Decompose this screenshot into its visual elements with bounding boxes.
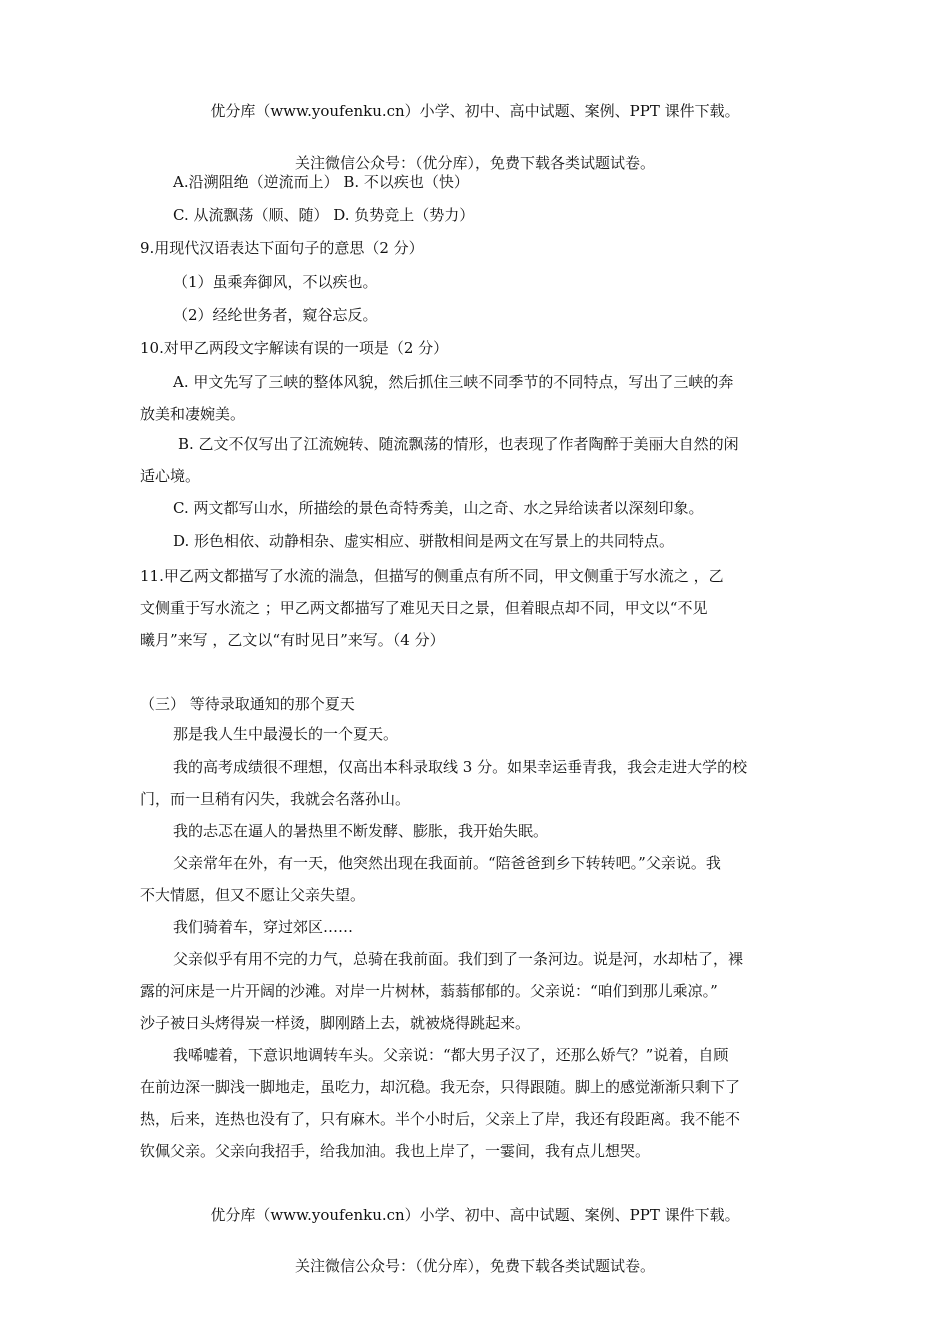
section-3-para-5: 我们骑着车，穿过郊区…… [173, 918, 354, 936]
q9-item-1: （1）虽乘奔御风，不以疾也。 [173, 273, 378, 291]
q9-item-2: （2）经纶世务者，窥谷忘反。 [173, 306, 378, 324]
section-3-para-7-line-1: 我唏嘘着，下意识地调转车头。父亲说：“都大男子汉了，还那么娇气？”说着，自顾 [173, 1046, 729, 1064]
q11-line-2: 文侧重于写水流之 ；甲乙两文都描写了难见天日之景，但着眼点却不同，甲文以“不见 [140, 599, 708, 617]
q10-stem: 10.对甲乙两段文字解读有误的一项是（2 分） [140, 339, 449, 357]
section-3-para-3: 我的忐忑在逼人的暑热里不断发酵、膨胀，我开始失眠。 [173, 822, 549, 840]
section-3-para-2-line-2: 门，而一旦稍有闪失，我就会名落孙山。 [140, 790, 411, 808]
section-3-title: （三） 等待录取通知的那个夏天 [140, 695, 355, 713]
section-3-para-6-line-1: 父亲似乎有用不完的力气，总骑在我前面。我们到了一条河边。说是河，水却枯了，裸 [173, 950, 744, 968]
section-3-para-4-line-1: 父亲常年在外，有一天，他突然出现在我面前。“陪爸爸到乡下转转吧。”父亲说。我 [173, 854, 721, 872]
q11-line-3: 曦月”来写 ，乙文以“有时见日”来写。（4 分） [140, 631, 445, 649]
section-3-para-6-line-3: 沙子被日头烤得炭一样烫，脚刚踏上去，就被烧得跳起来。 [140, 1014, 531, 1032]
section-3-para-7-line-2: 在前边深一脚浅一脚地走，虽吃力，却沉稳。我无奈，只得跟随。脚上的感觉渐渐只剩下了 [140, 1078, 741, 1096]
q10-option-b-line-2: 适心境。 [140, 467, 201, 485]
q10-option-a-line-2: 放美和凄婉美。 [140, 405, 246, 423]
q10-option-a-line-1: A. 甲文先写了三峡的整体风貌，然后抓住三峡不同季节的不同特点，写出了三峡的奔 [173, 373, 734, 391]
q9-stem: 9.用现代汉语表达下面句子的意思（2 分） [140, 239, 424, 257]
q11-line-1: 11.甲乙两文都描写了水流的湍急，但描写的侧重点有所不同，甲文侧重于写水流之 ，乙 [140, 567, 724, 585]
header-line-1: 优分库（www.youfenku.cn）小学、初中、高中试题、案例、PPT 课件下载。 [210, 102, 740, 120]
section-3-para-4-line-2: 不大情愿，但又不愿让父亲失望。 [140, 886, 366, 904]
q10-option-d: D. 形色相依、动静相杂、虚实相应、骈散相间是两文在写景上的共同特点。 [173, 532, 675, 550]
section-3-para-7-line-4: 钦佩父亲。父亲向我招手，给我加油。我也上岸了，一霎间，我有点儿想哭。 [140, 1142, 651, 1160]
footer-line-1: 优分库（www.youfenku.cn）小学、初中、高中试题、案例、PPT 课件下载。 [210, 1206, 740, 1224]
section-3-para-7-line-3: 热，后来，连热也没有了，只有麻木。半个小时后，父亲上了岸，我还有段距离。我不能不 [140, 1110, 741, 1128]
section-3-para-1: 那是我人生中最漫长的一个夏天。 [173, 725, 399, 743]
footer-line-2: 关注微信公众号：（优分库），免费下载各类试题试卷。 [294, 1257, 655, 1275]
q8-options-row-2: C. 从流飘荡（顺、随） D. 负势竞上（势力） [173, 206, 475, 224]
section-3-para-2-line-1: 我的高考成绩很不理想，仅高出本科录取线 3 分。如果幸运垂青我，我会走进大学的校 [173, 758, 748, 776]
q10-option-b-line-1: B. 乙文不仅写出了江流婉转、随流飘荡的情形，也表现了作者陶醉于美丽大自然的闲 [178, 435, 739, 453]
q10-option-c: C. 两文都写山水，所描绘的景色奇特秀美，山之奇、水之异给读者以深刻印象。 [173, 499, 704, 517]
q8-options-row-1: A.沿溯阻绝（逆流而上） B. 不以疾也（快） [173, 173, 469, 191]
header-line-2: 关注微信公众号：（优分库），免费下载各类试题试卷。 [294, 154, 655, 172]
section-3-para-6-line-2: 露的河床是一片开阔的沙滩。对岸一片树林，蓊蓊郁郁的。父亲说：“咱们到那儿乘凉。” [140, 982, 718, 1000]
